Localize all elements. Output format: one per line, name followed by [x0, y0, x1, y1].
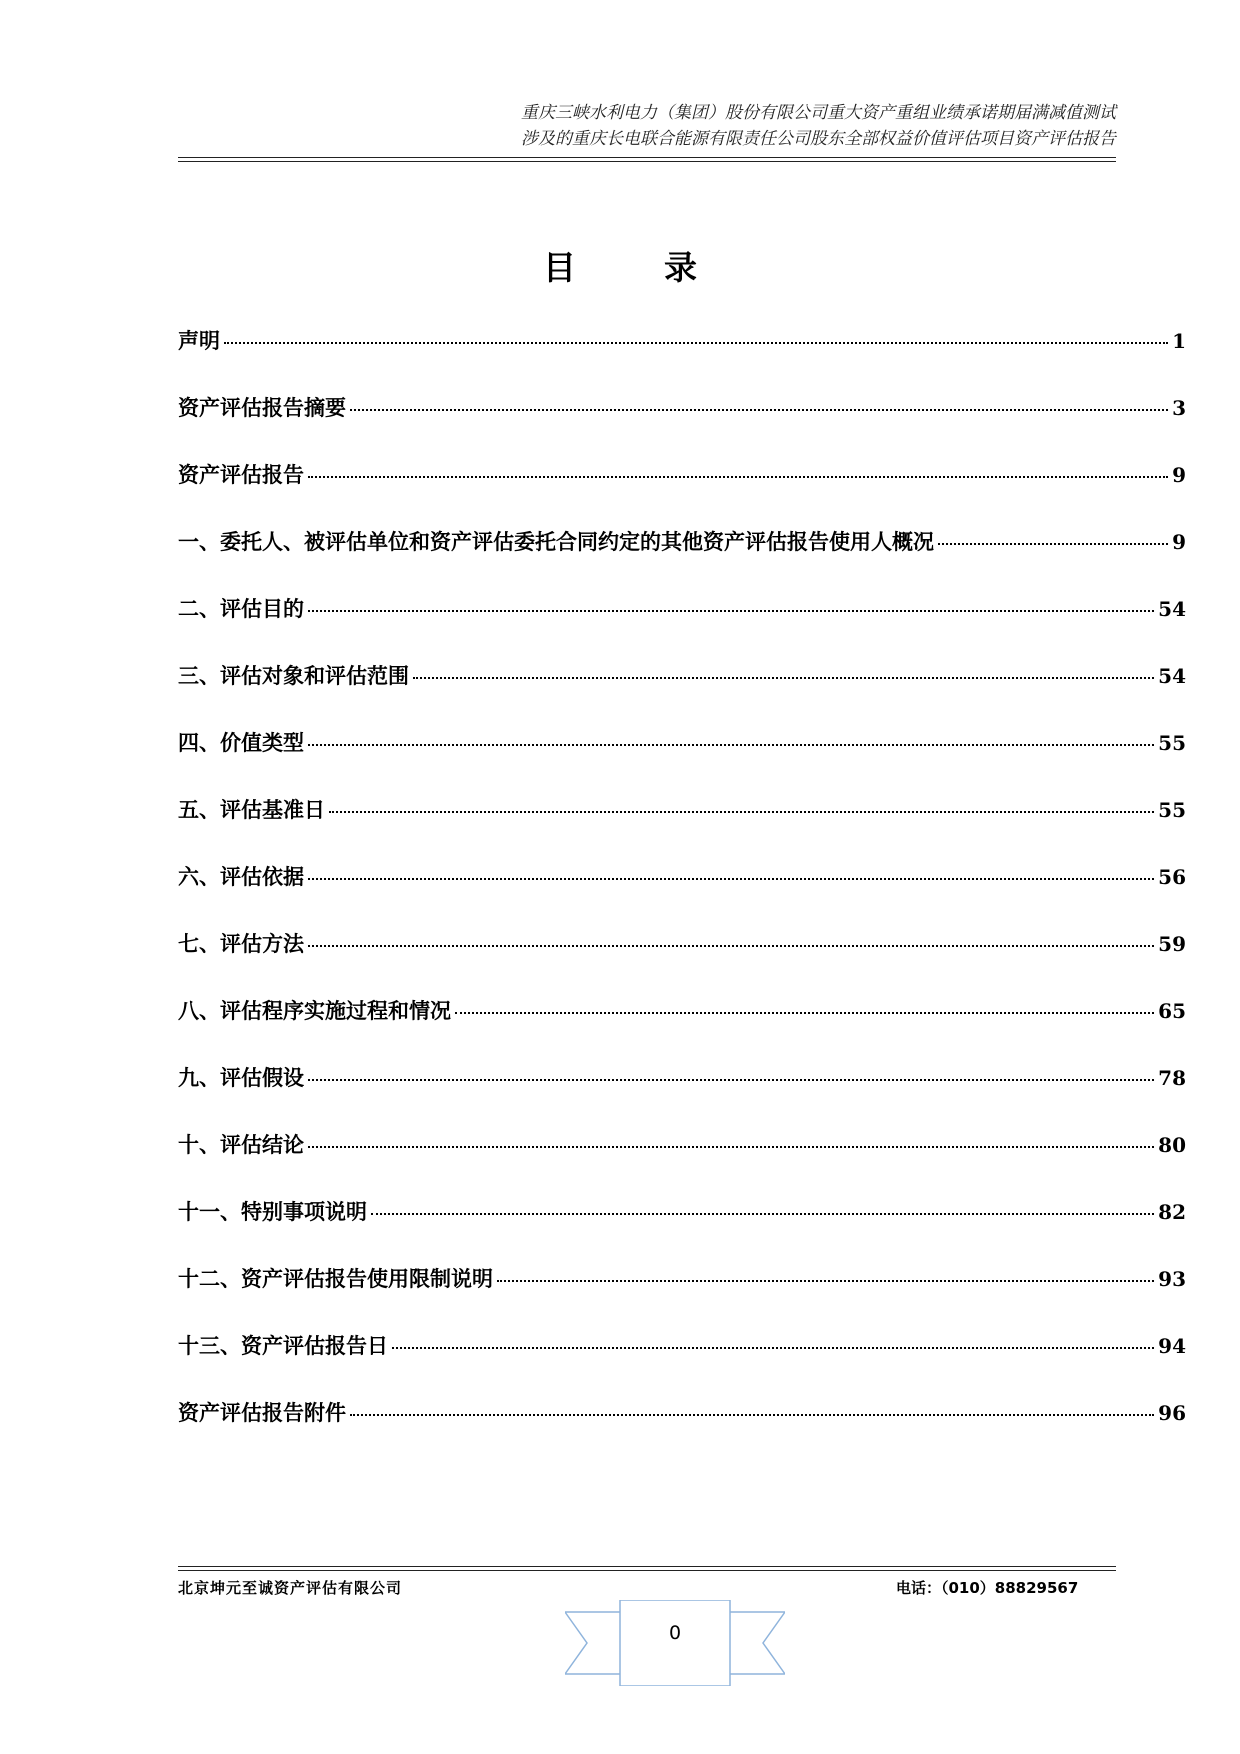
toc-entry-page: 78	[1158, 1066, 1186, 1090]
toc-entry[interactable]	[178, 459, 1186, 526]
header-line-1: 重庆三峡水利电力（集团）股份有限公司重大资产重组业绩承诺期届满减值测试	[521, 103, 1116, 123]
header-line-2: 涉及的重庆长电联合能源有限责任公司股东全部权益价值评估项目资产评估报告	[521, 129, 1116, 149]
toc-dot-leader	[350, 1414, 1154, 1416]
footer-rule	[178, 1566, 1116, 1567]
toc-entry-page: 80	[1158, 1133, 1186, 1157]
toc-dot-leader	[308, 610, 1154, 612]
toc-dot-leader	[308, 744, 1154, 746]
toc-dot-leader	[308, 878, 1154, 880]
toc-entry[interactable]	[178, 325, 1186, 392]
footer-phone: 电话：（010）88829567	[896, 1579, 1079, 1597]
toc-title: 目录	[543, 248, 785, 287]
toc-entry-page: 54	[1158, 597, 1186, 621]
toc-dot-leader	[497, 1280, 1154, 1282]
toc-entry-label: 七、评估方法	[178, 932, 304, 956]
toc-entry-label: 十一、特别事项说明	[178, 1200, 367, 1224]
toc-dot-leader	[413, 677, 1154, 679]
toc-entry-label: 四、价值类型	[178, 731, 304, 755]
toc-entry-label: 八、评估程序实施过程和情况	[178, 999, 451, 1023]
toc-entry-page: 9	[1172, 530, 1186, 554]
toc-dot-leader	[308, 476, 1168, 478]
toc-dot-leader	[938, 543, 1168, 545]
toc-entry[interactable]	[178, 1397, 1186, 1464]
toc-entry[interactable]	[178, 1330, 1186, 1397]
toc-entry[interactable]	[178, 995, 1186, 1062]
footer-rule-thin	[178, 1570, 1116, 1571]
toc-entry-label: 声明	[178, 329, 220, 353]
toc-entry[interactable]	[178, 1196, 1186, 1263]
toc-entry-label: 五、评估基准日	[178, 798, 325, 822]
toc-entry-label: 九、评估假设	[178, 1066, 304, 1090]
toc-entry-page: 1	[1172, 329, 1186, 353]
toc-dot-leader	[329, 811, 1154, 813]
header-rule	[178, 157, 1116, 158]
toc-dot-leader	[224, 342, 1168, 344]
toc-entry-label: 资产评估报告	[178, 463, 304, 487]
toc-entry-page: 65	[1158, 999, 1186, 1023]
toc-dot-leader	[371, 1213, 1154, 1215]
toc-entry-page: 55	[1158, 798, 1186, 822]
toc-entry-page: 94	[1158, 1334, 1186, 1358]
toc-entry-label: 资产评估报告摘要	[178, 396, 346, 420]
toc-entry-page: 82	[1158, 1200, 1186, 1224]
table-of-contents	[178, 325, 1186, 1464]
toc-entry-label: 十二、资产评估报告使用限制说明	[178, 1267, 493, 1291]
toc-entry-label: 六、评估依据	[178, 865, 304, 889]
toc-entry[interactable]	[178, 727, 1186, 794]
footer-company: 北京坤元至诚资产评估有限公司	[178, 1579, 403, 1597]
toc-entry-label: 十、评估结论	[178, 1133, 304, 1157]
toc-entry[interactable]	[178, 1129, 1186, 1196]
toc-entry[interactable]	[178, 526, 1186, 593]
report-header	[178, 100, 1116, 152]
toc-entry-page: 59	[1158, 932, 1186, 956]
toc-dot-leader	[392, 1347, 1154, 1349]
toc-entry[interactable]	[178, 392, 1186, 459]
toc-entry[interactable]	[178, 794, 1186, 861]
toc-dot-leader	[455, 1012, 1154, 1014]
toc-entry[interactable]	[178, 861, 1186, 928]
toc-dot-leader	[308, 1146, 1154, 1148]
toc-dot-leader	[308, 1079, 1154, 1081]
toc-entry-page: 9	[1172, 463, 1186, 487]
toc-dot-leader	[350, 409, 1168, 411]
toc-entry-page: 55	[1158, 731, 1186, 755]
toc-entry-page: 96	[1158, 1401, 1186, 1425]
page-number: 0	[668, 1622, 682, 1644]
toc-entry-page: 93	[1158, 1267, 1186, 1291]
toc-entry[interactable]	[178, 928, 1186, 995]
toc-entry-label: 一、委托人、被评估单位和资产评估委托合同约定的其他资产评估报告使用人概况	[178, 530, 934, 554]
toc-entry[interactable]	[178, 1263, 1186, 1330]
header-rule-thin	[178, 161, 1116, 162]
toc-entry-page: 56	[1158, 865, 1186, 889]
toc-entry-label: 三、评估对象和评估范围	[178, 664, 409, 688]
toc-entry[interactable]	[178, 1062, 1186, 1129]
toc-entry-label: 资产评估报告附件	[178, 1401, 346, 1425]
toc-entry-page: 3	[1172, 396, 1186, 420]
toc-entry[interactable]	[178, 660, 1186, 727]
toc-entry[interactable]	[178, 593, 1186, 660]
toc-entry-label: 十三、资产评估报告日	[178, 1334, 388, 1358]
toc-entry-label: 二、评估目的	[178, 597, 304, 621]
toc-entry-page: 54	[1158, 664, 1186, 688]
toc-dot-leader	[308, 945, 1154, 947]
